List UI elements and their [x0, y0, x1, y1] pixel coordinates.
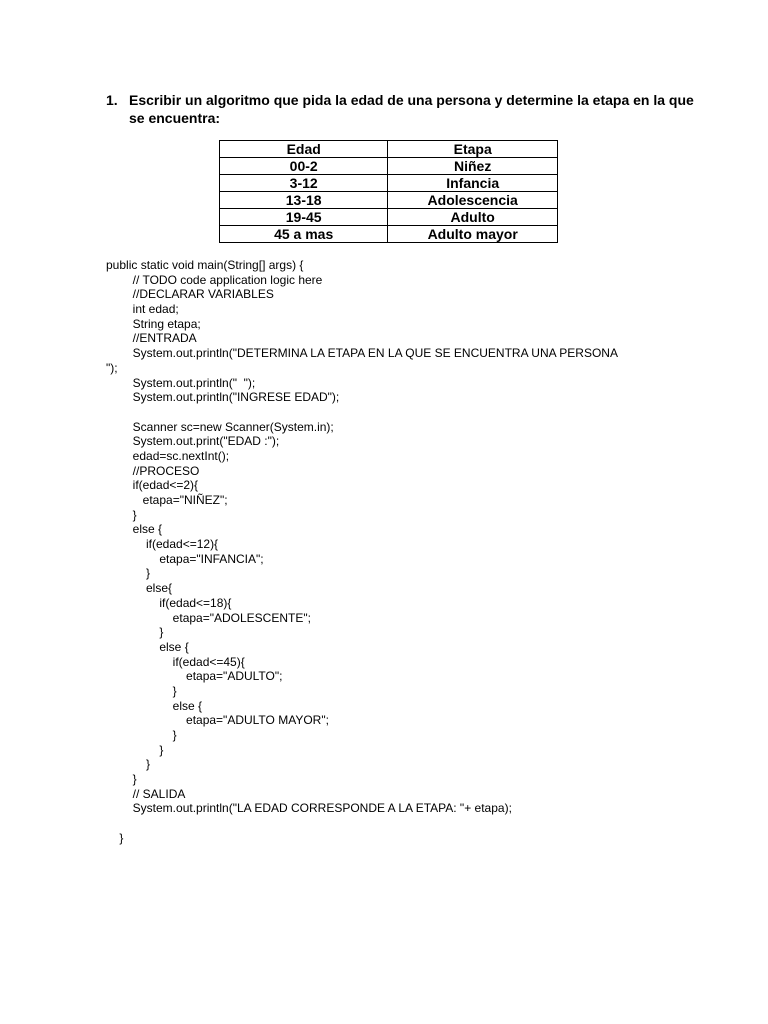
table-row [220, 226, 558, 243]
cell-etapa: Infancia [388, 175, 558, 192]
code-line: etapa="NIÑEZ"; [106, 493, 228, 507]
code-line: if(edad<=45){ [106, 654, 245, 669]
code-line: //DECLARAR VARIABLES [106, 287, 274, 302]
code-line: System.out.print("EDAD :"); [106, 434, 280, 449]
code-line: } [106, 772, 137, 787]
cell-etapa: Adulto mayor [388, 226, 558, 243]
code-line: } [106, 830, 124, 845]
header-edad: Edad [220, 141, 388, 158]
code-line: System.out.println(" "); [106, 375, 256, 390]
cell-edad: 3-12 [220, 175, 388, 192]
code-line: } [106, 625, 164, 640]
code-line: "); [106, 360, 118, 375]
code-line: } [106, 728, 177, 742]
code-line: if(edad<=2){ [106, 478, 199, 493]
code-line: System.out.println("DETERMINA LA ETAPA EN LA QUE SE ENCUENTRA UNA PERSONA [106, 346, 618, 361]
code-line: if(edad<=12){ [106, 537, 219, 552]
code-line: // TODO code application logic here [106, 272, 323, 287]
table-row [220, 158, 558, 175]
cell-edad: 19-45 [220, 209, 388, 226]
cell-etapa: Niñez [388, 158, 558, 175]
code-line: etapa="INFANCIA"; [106, 551, 264, 566]
code-line: System.out.println("INGRESE EDAD"); [106, 390, 340, 405]
code-line: else { [106, 522, 163, 537]
code-line: } [106, 507, 137, 522]
code-line: // SALIDA [106, 786, 186, 801]
table-row [220, 192, 558, 209]
code-line: if(edad<=18){ [106, 595, 232, 610]
cell-edad: 45 a mas [220, 226, 388, 243]
code-line [106, 405, 706, 420]
cell-etapa: Adolescencia [388, 192, 558, 209]
code-line [106, 816, 706, 831]
code-line: } [106, 566, 151, 581]
table-header-row [220, 141, 558, 158]
question [106, 91, 706, 127]
cell-edad: 13-18 [220, 192, 388, 209]
table-row [220, 209, 558, 226]
code-line: Scanner sc=new Scanner(System.in); [106, 419, 334, 434]
code-line: } [106, 742, 164, 757]
code-line: System.out.println("LA EDAD CORRESPONDE A LA ETAPA: "+ etapa); [106, 801, 512, 816]
cell-edad: 00-2 [220, 158, 388, 175]
cell-etapa: Adulto [388, 209, 558, 226]
question-number: 1. [106, 92, 118, 108]
code-line: String etapa; [106, 316, 201, 331]
code-line: else { [106, 698, 203, 713]
header-etapa: Etapa [388, 141, 558, 158]
age-stage-table [219, 140, 558, 243]
code-line: else{ [106, 581, 173, 596]
code-line: //ENTRADA [106, 331, 197, 346]
code-block [106, 258, 706, 846]
code-line: edad=sc.nextInt(); [106, 448, 230, 463]
code-line: } [106, 757, 151, 772]
code-line: etapa="ADULTO MAYOR"; [106, 713, 329, 728]
code-line: public static void main(String[] args) { [106, 258, 304, 272]
question-text: Escribir un algoritmo que pida la edad de una persona y determine la etapa en la que se encuentra: [129, 92, 694, 126]
code-line: //PROCESO [106, 463, 200, 478]
code-line: etapa="ADULTO"; [106, 669, 283, 684]
table-row [220, 175, 558, 192]
code-line: int edad; [106, 302, 179, 317]
code-line: etapa="ADOLESCENTE"; [106, 610, 311, 625]
code-line: } [106, 683, 177, 698]
code-line: else { [106, 639, 189, 654]
